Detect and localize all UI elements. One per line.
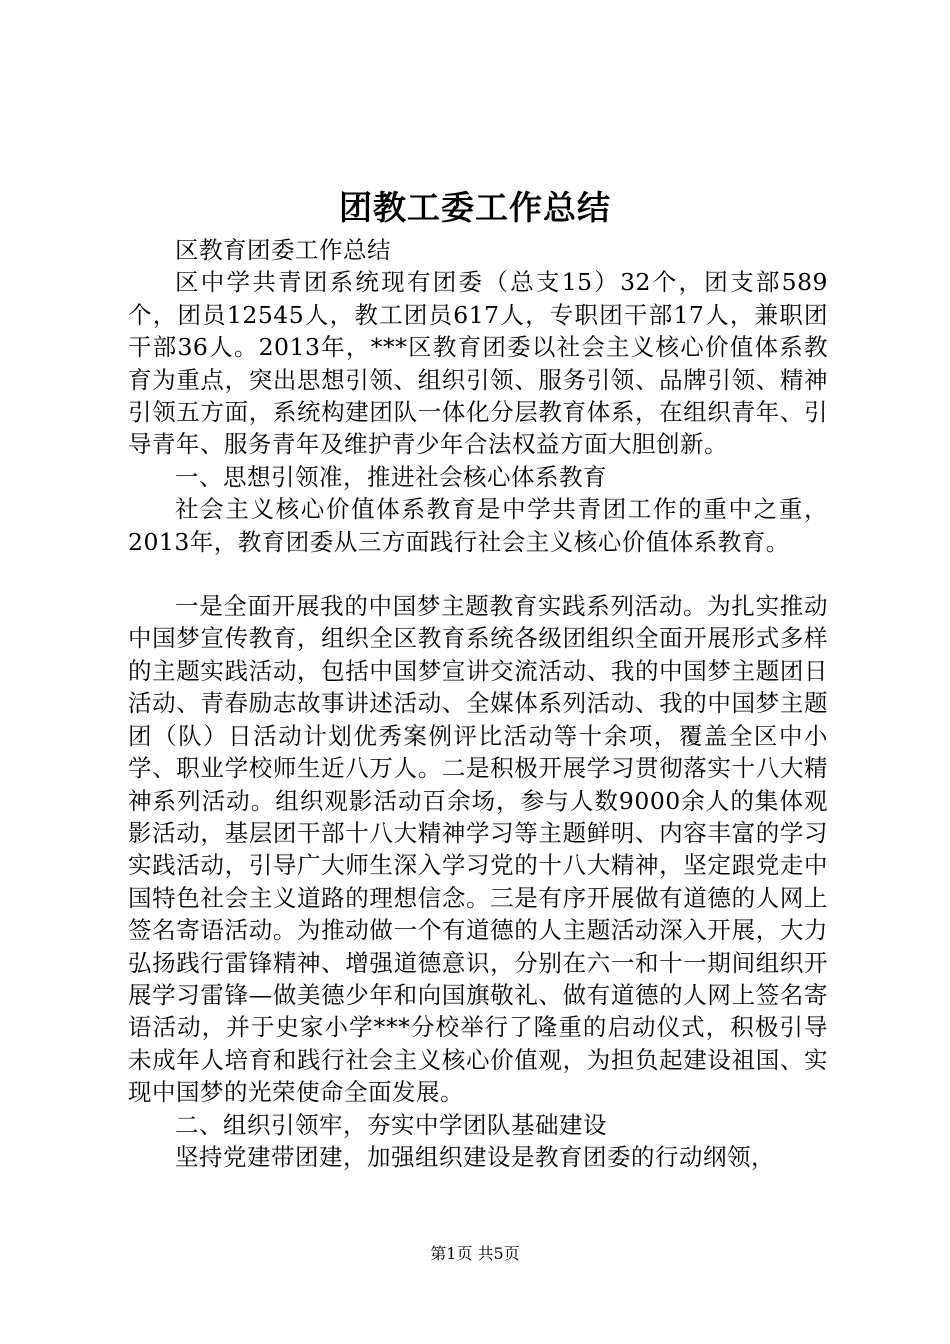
paragraph-section-1-intro: 社会主义核心价值体系教育是中学共青团工作的重中之重，2013年，教育团委从三方面践行社会主义核心价值体系教育。	[128, 495, 828, 556]
paragraph-overview: 区中学共青团系统现有团委（总支15）32个，团支部589个，团员12545人，教工团员617人，专职团干部17人，兼职团干部36人。2013年，***区教育团委以社会主义核心价值体系教育为重点，突出思想引领、组织引领、服务引领、品牌引领、精神引领五方面，系统构建团队一体化分层教育体系，在组织青年、引导青年、服务青年及维护青少年合法权益方面大胆创新。	[128, 268, 828, 459]
section-heading-2: 二、组织引领牢，夯实中学团队基础建设	[175, 1110, 607, 1139]
paragraph-subtitle: 区教育团委工作总结	[175, 236, 391, 264]
document-body	[128, 234, 828, 1173]
page-footer: 第1页 共5页	[430, 1244, 520, 1263]
paragraph-section-1-detail: 一是全面开展我的中国梦主题教育实践系列活动。为扎实推动中国梦宣传教育，组织全区教育系统各级团组织全面开展形式多样的主题实践活动，包括中国梦宣讲交流活动、我的中国梦主题团日活动、青春励志故事讲述活动、全媒体系列活动、我的中国梦主题团（队）日活动计划优秀案例评比活动等十余项，覆盖全区中小学、职业学校师生近八万人。二是积极开展学习贯彻落实十八大精神系列活动。组织观影活动百余场，参与人数9000余人的集体观影活动，基层团干部十八大精神学习等主题鲜明、内容丰富的学习实践活动，引导广大师生深入学习党的十八大精神，坚定跟党走中国特色社会主义道路的理想信念。三是有序开展做有道德的人网上签名寄语活动。为推动做一个有道德的人主题活动深入开展，大力弘扬践行雷锋精神、增强道德意识，分别在六一和十一期间组织开展学习雷锋—做美德少年和向国旗敬礼、做有道德的人网上签名寄语活动，并于史家小学***分校举行了隆重的启动仪式，积极引导未成年人培育和践行社会主义核心价值观，为担负起建设祖国、实现中国梦的光荣使命全面发展。	[128, 592, 828, 1107]
section-heading-1: 一、思想引领准，推进社会核心体系教育	[175, 462, 607, 491]
document-title: 团教工委工作总结	[339, 188, 611, 227]
paragraph-section-2-intro: 坚持党建带团建，加强组织建设是教育团委的行动纲领，	[175, 1142, 775, 1171]
